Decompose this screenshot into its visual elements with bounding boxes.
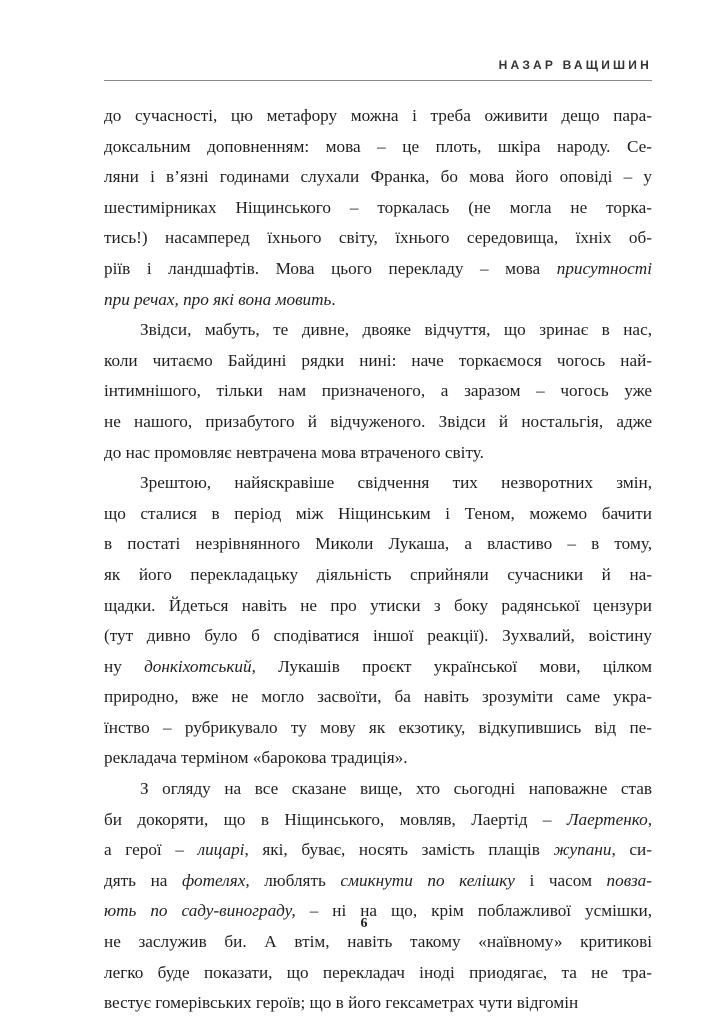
text-line — [104, 499, 652, 530]
text-segment: , си- — [611, 840, 652, 860]
italic-segment: присутності — [556, 258, 652, 278]
text-line — [104, 805, 652, 836]
text-line — [104, 560, 652, 591]
text-line — [104, 591, 652, 622]
text-segment: шестимірниках Ніщинського – торкалась (не могла не торка- — [104, 197, 652, 217]
text-segment: і часом — [514, 870, 607, 890]
text-line — [104, 162, 652, 193]
header-rule — [104, 80, 652, 81]
text-line — [104, 743, 652, 774]
text-line — [104, 193, 652, 224]
text-segment: Зрештою, найяскравіше свідчення тих незворотних змін, — [140, 473, 652, 493]
text-segment: ріїв і ландшафтів. Мова цього перекладу – мова — [104, 258, 557, 278]
text-line — [104, 254, 652, 285]
text-segment: їнство – рубрикувало ту мову як екзотику, відкупившись від пе- — [104, 717, 652, 737]
text-line — [104, 866, 652, 897]
text-segment: що сталися в період між Ніщинським і Теном, можемо бачити — [104, 503, 652, 523]
text-segment: до нас промовляє невтрачена мова втраченого світу. — [104, 442, 484, 462]
text-line — [104, 529, 652, 560]
text-line — [104, 407, 652, 438]
text-line — [104, 682, 652, 713]
text-line — [104, 101, 652, 132]
text-segment: рекладача терміном «барокова традиція». — [104, 748, 408, 768]
text-segment: , Лукашів проєкт української мови, цілком — [251, 656, 652, 676]
italic-segment: лицарі — [197, 840, 245, 860]
text-segment: Звідси, мабуть, те дивне, двояке відчуття, що зринає в нас, — [140, 320, 652, 340]
text-line — [104, 652, 652, 683]
text-segment: – ні на що, крім поблажливої усмішки, — [295, 901, 652, 921]
text-segment: дять на — [104, 870, 183, 890]
text-segment: (тут дивно було б сподіватися іншої реакції). Зухвалий, воістину — [104, 626, 652, 646]
italic-segment: Лаертенко — [566, 809, 648, 829]
text-segment: би докоряти, що в Ніщинського, мовляв, Лаертід – — [104, 809, 567, 829]
text-line — [104, 988, 652, 1019]
text-segment: природно, вже не могло засвоїти, ба навіть зрозуміти саме укра- — [104, 687, 652, 707]
text-line — [104, 713, 652, 744]
text-segment: не заслужив би. А втім, навіть такому «наївному» критикові — [104, 932, 652, 952]
running-header-author: НАЗАР ВАЩИШИН — [498, 58, 652, 72]
text-line — [104, 438, 652, 469]
italic-segment: фотелях, — [182, 870, 250, 890]
text-line — [104, 285, 652, 316]
italic-segment: при речах, про які вона мовить — [104, 289, 332, 309]
text-segment: З огляду на все сказане вище, хто сьогодні наповажне став — [140, 779, 652, 799]
text-line — [104, 468, 652, 499]
text-segment: коли читаємо Байдині рядки нині: наче торкаємося чогось най- — [104, 350, 652, 370]
body-text — [104, 101, 652, 1019]
text-segment: доксальним доповненням: мова – це плоть, шкіра народу. Се- — [104, 136, 652, 156]
text-segment: вестує гомерівських героїв; що в його гексаметрах чути відгомін — [104, 993, 579, 1013]
text-line — [104, 376, 652, 407]
text-segment: , — [647, 809, 652, 829]
text-segment: як його перекладацьку діяльність сприйняли сучасники й на- — [104, 564, 652, 584]
text-segment: легко буде показати, що перекладач іноді приодягає, та не тра- — [104, 962, 652, 982]
text-segment: . — [331, 289, 336, 309]
text-line — [104, 223, 652, 254]
text-segment: ну — [104, 656, 145, 676]
text-line — [104, 774, 652, 805]
text-line — [104, 315, 652, 346]
italic-segment: ють по саду-винограду, — [104, 901, 296, 921]
text-line — [104, 958, 652, 989]
italic-segment: повза- — [606, 870, 652, 890]
text-line — [104, 835, 652, 866]
italic-segment: донкіхотський — [144, 656, 252, 676]
page-number: 6 — [360, 916, 368, 931]
text-segment: в постаті незрівнянного Миколи Лукаша, а властиво – в тому, — [104, 534, 652, 554]
text-segment: люблять — [249, 870, 341, 890]
text-segment: інтимнішого, тільки нам призначеного, а заразом – чогось уже — [104, 381, 652, 401]
italic-segment: жупани — [553, 840, 612, 860]
text-line — [104, 346, 652, 377]
text-segment: не нашого, призабутого й відчуженого. Звідси й ностальгія, адже — [104, 411, 652, 431]
text-segment: а герої – — [104, 840, 198, 860]
text-segment: , які, буває, носять замість плащів — [244, 840, 554, 860]
text-line — [104, 621, 652, 652]
italic-segment: смикнути по келішку — [340, 870, 515, 890]
text-segment: до сучасності, цю метафору можна і треба оживити дещо пара- — [104, 106, 652, 125]
text-segment: тись!) насамперед їхнього світу, їхнього середовища, їхніх об- — [104, 228, 652, 248]
text-segment: щадки. Йдеться навіть не про утиски з боку радянської цензури — [104, 595, 652, 615]
text-line — [104, 132, 652, 163]
text-segment: ляни і в’язні годинами слухали Франка, бо мова його оповіді – у — [104, 167, 652, 187]
